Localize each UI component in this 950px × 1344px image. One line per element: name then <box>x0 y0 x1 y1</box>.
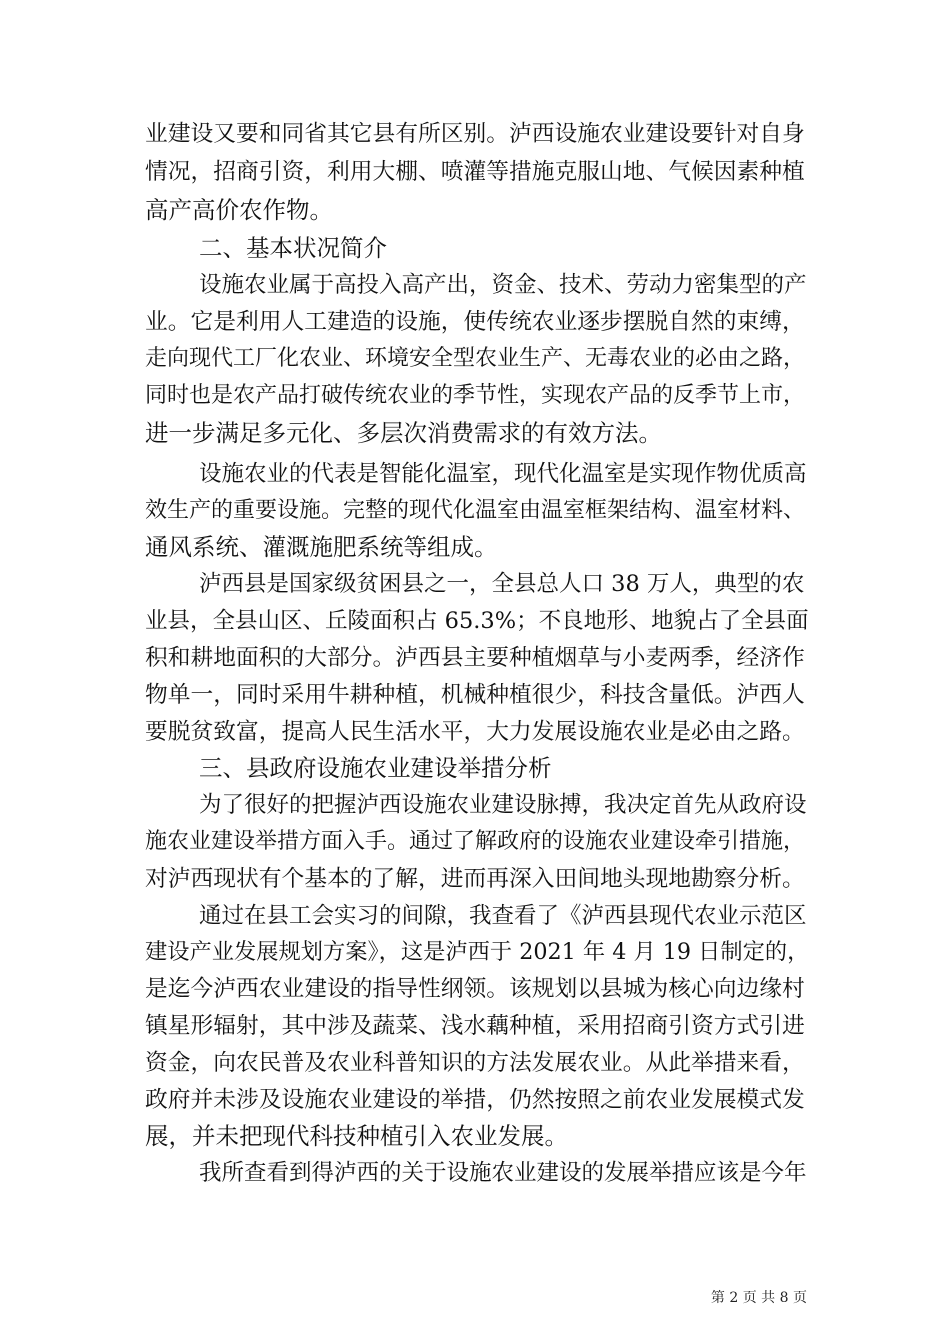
text-line: 走向现代工厂化农业、环境安全型农业生产、无毒农业的必由之路， <box>145 346 806 371</box>
text-line: 为了很好的把握泸西设施农业建设脉搏，我决定首先从政府设 <box>199 792 807 818</box>
section-heading: 三、县政府设施农业建设举措分析 <box>199 754 552 782</box>
section-heading: 二、基本状况简介 <box>199 234 387 262</box>
text-line: 政府并未涉及设施农业建设的举措，仍然按照之前农业发展模式发 <box>145 1087 805 1113</box>
text-line: 要脱贫致富，提高人民生活水平，大力发展设施农业是必由之路。 <box>145 719 805 745</box>
text-line: 我所查看到得泸西的关于设施农业建设的发展举措应该是今年 <box>199 1160 807 1186</box>
text-line: 高产高价农作物。 <box>145 196 333 224</box>
text-line: 泸西县是国家级贫困县之一，全县总人口 38 万人，典型的农 <box>199 571 805 597</box>
text-line: 通过在县工会实习的间隙，我查看了《泸西县现代农业示范区 <box>199 903 807 929</box>
text-line: 通风系统、灌溉施肥系统等组成。 <box>145 533 498 561</box>
text-line: 镇星形辐射，其中涉及蔬菜、浅水藕种植，采用招商引资方式引进 <box>145 1013 805 1039</box>
text-line: 同时也是农产品打破传统农业的季节性，实现农产品的反季节上市， <box>145 383 806 408</box>
text-line: 资金，向农民普及农业科普知识的方法发展农业。从此举措来看， <box>145 1050 805 1076</box>
text-line: 进一步满足多元化、多层次消费需求的有效方法。 <box>145 419 662 447</box>
text-line: 建设产业发展规划方案》，这是泸西于 2021 年 4 月 19 日制定的， <box>145 939 810 965</box>
text-line: 物单一，同时采用牛耕种植，机械种植很少，科技含量低。泸西人 <box>145 682 805 708</box>
text-line: 业。它是利用人工建造的设施，使传统农业逐步摆脱自然的束缚， <box>145 309 805 335</box>
text-line: 情况，招商引资，利用大棚、喷灌等措施克服山地、气候因素种植 <box>145 159 805 185</box>
text-line: 对泸西现状有个基本的了解，进而再深入田间地头现地勘察分析。 <box>145 866 805 892</box>
text-line: 是迄今泸西农业建设的指导性纲领。该规划以县城为核心向边缘村 <box>145 976 805 1002</box>
text-line: 业建设又要和同省其它县有所区别。泸西设施农业建设要针对自身 <box>145 121 805 147</box>
text-line: 效生产的重要设施。完整的现代化温室由温室框架结构、温室材料、 <box>145 498 806 523</box>
text-line: 业县，全县山区、丘陵面积占 65.3%；不良地形、地貌占了全县面 <box>145 608 809 634</box>
text-line: 施农业建设举措方面入手。通过了解政府的设施农业建设牵引措施， <box>145 829 806 854</box>
page-number: 第 2 页 共 8 页 <box>710 1290 807 1306</box>
text-line: 展，并未把现代科技种植引入农业发展。 <box>145 1122 568 1150</box>
text-line: 积和耕地面积的大部分。泸西县主要种植烟草与小麦两季，经济作 <box>145 645 805 671</box>
text-line: 设施农业的代表是智能化温室，现代化温室是实现作物优质高 <box>199 461 807 487</box>
text-line: 设施农业属于高投入高产出，资金、技术、劳动力密集型的产 <box>199 272 807 298</box>
